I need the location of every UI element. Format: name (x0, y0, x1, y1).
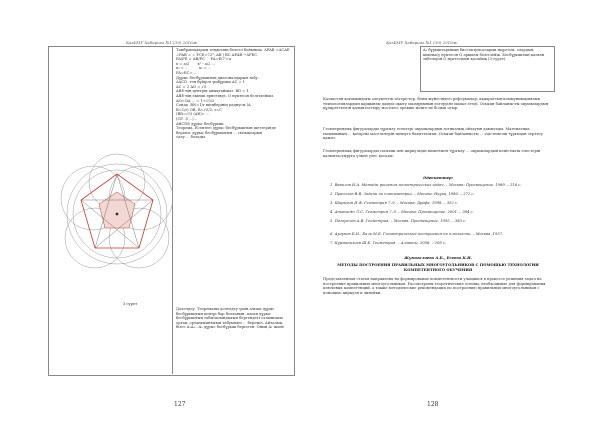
article-title: МЕТОДЫ ПОСТРОЕНИЯ ПРАВИЛЬНЫХ МНОГОУГОЛЬНИКОВ С ПОМОЩЬЮ ТЕХНОЛОГИИ КОМПЕТЕНТНОГО ОБУЧЕНИЯ (337, 263, 540, 272)
page-number-left: 127 (174, 401, 186, 408)
reference-item: 4. Атанасян Л.С. Геометрия 7–9. – Москва: Просвещение, 2001. – 384 с. (330, 210, 474, 214)
reference-item: 3. Шарыгин И.Ф. Геометрия 7–9. – Москва: Дрофа, 1998. – 352 с. (330, 201, 459, 205)
left-column-text: Тамбрашадарын теңдігінің белгісі бойынша ΔFAB =ΔCAE ∠FAB = ∠ FCE=72⁰, AB | BC AFAB ~ΔFEC. FA/FE = AB/FC FA=EC²=a x = a/2 x² - a/2 ... x₂ = ... x₂ = ... FA=EC=... Дұрыс бесбұрыштың диагоналдарын табу. ΔACD тең бүйірлі үшбұрыш AC = l AC = 2 AD = √5. ABE-нің центрін анықтаймыз. BD = 1 ABE-нің екінші өрнегінде, О нүктесін белгілейміз. AO=OA ... = 1+√5/2 Сонда BN=1/r шеңберінің радиусы (A B=1/r) OB, R=√5/2, r=C (BR=√5) (AR)= ... (CF...)(...)... ABCDE дұрыс бесбұрыш Теорема. Есептегі дұрыс бесбұрыштың шеттерінде беріліп, дұрыс бесбұрыштың ... сызықтарын салу ... болады. (176, 48, 290, 140)
figure-caption: 3 сурет (122, 302, 138, 306)
left-proof-text: Дәлелдеу. Теореманы дәлелдеу үшін алғаш дұрыс бесбұрыштың центрі бар болғанын, алған дұрыс бесбұрыштың табылатындығын бергендегі салынғаны ортақ, ортаңғыштығын табуымыз ... береміз. Айталық, бізге A₁A₂...A₅ дұрыс бесбұрыш берілген. Оның A₁ және (176, 307, 285, 330)
right-top-box-text: A₂ бұрыштарының биссектрисаларын жүргізіп, олардың қиылысу нүктесін О арқылы белгілейік. Бесбұрыштың қалған төбелерін О нүктесімен қосайық (3-сурет). (423, 48, 546, 62)
article-intro: Представленная статья направлена на формирование компетентности учащихся в процессе решения задач на построение правильных многоугольников. Рассмотрены теоретические основы, необходимые для формирования ключевых компетенций, а также методические рекомендации по построению правильных многоугольников с помощью циркуля и линейки. (323, 277, 547, 295)
running-head-right: ҚазҰМУ Хабаршы №1 (39) 2016ж (386, 40, 458, 45)
reference-item: 6. Аргунов Б.И., Балк М.Б. Геометрические построения на плоскости. – Москва, 1957. (330, 232, 504, 236)
reference-item: 1. Вавилов Н.А. Методы решения геометрических задач. – Москва: Просвещение, 1989. – 216 с. (330, 183, 522, 187)
right-body-para-2: Геометриялық фигураларды тұрғызу есептері оқушылардың логикалық ойлауын дамытады. Математика ғылымының ... қатарлы мәселелерін шешуге бағытталған. Осыған байланысты ... әдістемелік тұрғыдан зерттеу қажет. (323, 127, 544, 141)
right-body-para-1: Қазақстан қоғамындағы әлеуметтік өзгерістер, білім жүйесіндегі реформалар, ақпараттық-коммуникациялық технологиялардың қарқынды дамуы оқыту мазмұнының өзгеруіне ықпал етеді. Осыған байланысты оқушылардың құзыреттілігін қалыптастыру мәселесі ерекше мәнге ие болып отыр. (323, 97, 550, 111)
references-title: Әдебиеттер: (423, 176, 453, 180)
page-number-right: 128 (427, 401, 439, 408)
running-head-left: ҚазҰМУ Хабаршы №1 (39) 2016ж (126, 40, 198, 45)
right-body-para-3: Геометриялық фигураларды сызғыш пен циркульдің көмегімен тұрғызу ... оқушылардың кеңістіктік елестерін қалыптастыруға үлкен үлес қосады. (323, 149, 542, 158)
reference-item: 5. Погорелов А.В. Геометрия. – Москва: Просвещение, 1995. – 383 с. (330, 219, 467, 223)
article-authors: Жумагалиева А.Б., Есеева К.И. (404, 256, 472, 260)
reference-item: 2. Прасолов В.В. Задачи по планиметрии. – Москва: Наука, 1986. – 272 с. (330, 192, 475, 196)
reference-item: 7. Курманалиев Ш.Б. Геометрия. – Алматы, 2008. – 208 с. (330, 241, 447, 245)
pentagon-construction-figure (57, 142, 173, 302)
